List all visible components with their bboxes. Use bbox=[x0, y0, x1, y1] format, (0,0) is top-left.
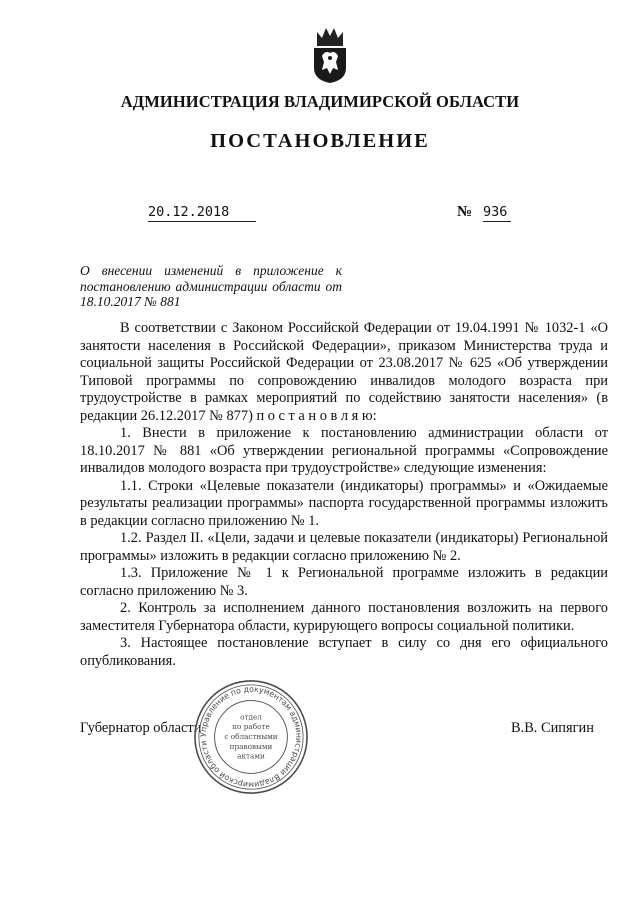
document-type: ПОСТАНОВЛЕНИЕ bbox=[210, 130, 430, 152]
official-stamp bbox=[192, 678, 310, 796]
paragraph-item-3: 3. Настоящее постановление вступает в силу со дня его официального опубликования. bbox=[80, 635, 608, 669]
paragraph-item-1-3: 1.3. Приложение № 1 к Региональной программе изложить в редакции согласно приложению № 3. bbox=[80, 565, 608, 599]
stamp-center-line: с областными bbox=[224, 731, 278, 741]
document-number-label: № bbox=[457, 204, 473, 220]
organization-name: АДМИНИСТРАЦИЯ ВЛАДИМИРСКОЙ ОБЛАСТИ bbox=[120, 92, 520, 111]
paragraph-item-1-2: 1.2. Раздел II. «Цели, задачи и целевые показатели (индикаторы) Региональной программы» изложить в редакции согласно приложению № 2. bbox=[80, 530, 608, 564]
document-number: 936 bbox=[483, 204, 511, 222]
coat-of-arms-icon bbox=[309, 26, 351, 84]
document-body bbox=[80, 320, 608, 670]
stamp-ring-text: Управление по документам администрации Владимирской области bbox=[198, 684, 304, 790]
stamp-center-line: правовыми bbox=[229, 741, 273, 751]
stamp-center-line: актами bbox=[237, 751, 265, 761]
paragraph-item-1-1: 1.1. Строки «Целевые показатели (индикаторы) программы» и «Ожидаемые результаты реализации программы» паспорта государственной программы изложить в редакции согласно приложению № 1. bbox=[80, 477, 608, 529]
paragraph-item-1: 1. Внести в приложение к постановлению администрации области от 18.10.2017 № 881 «Об утверждении региональной программы «Сопровождение инвалидов молодого возраста при трудоустройстве» следующие изменения: bbox=[80, 425, 608, 476]
preamble-paragraph: В соответствии с Законом Российской Федерации от 19.04.1991 № 1032-1 «О занятости населения в Российской Федерации», приказом Министерства труда и социальной защиты Российской Федерации от 23.08.2017 № 625 «Об утверждении Типовой программы по сопровождению инвалидов молодого возраста при трудоустройстве в рамках мероприятий по содействию занятости населения» (в редакции 26.12.2017 № 877) п о с т а н о в л я ю: bbox=[80, 320, 608, 424]
stamp-center-line: по работе bbox=[232, 722, 270, 732]
signatory-name: В.В. Сипягин bbox=[511, 720, 594, 736]
paragraph-item-2: 2. Контроль за исполнением данного постановления возложить на первого заместителя Губернатора области, курирующего вопросы социальной политики. bbox=[80, 600, 608, 634]
stamp-center-line: отдел bbox=[240, 712, 262, 722]
signatory-title: Губернатор области bbox=[80, 720, 202, 736]
document-date: 20.12.2018 bbox=[148, 204, 256, 222]
document-subject: О внесении изменений в приложение к постановлению администрации области от 18.10.2017 № 881 bbox=[80, 263, 342, 309]
